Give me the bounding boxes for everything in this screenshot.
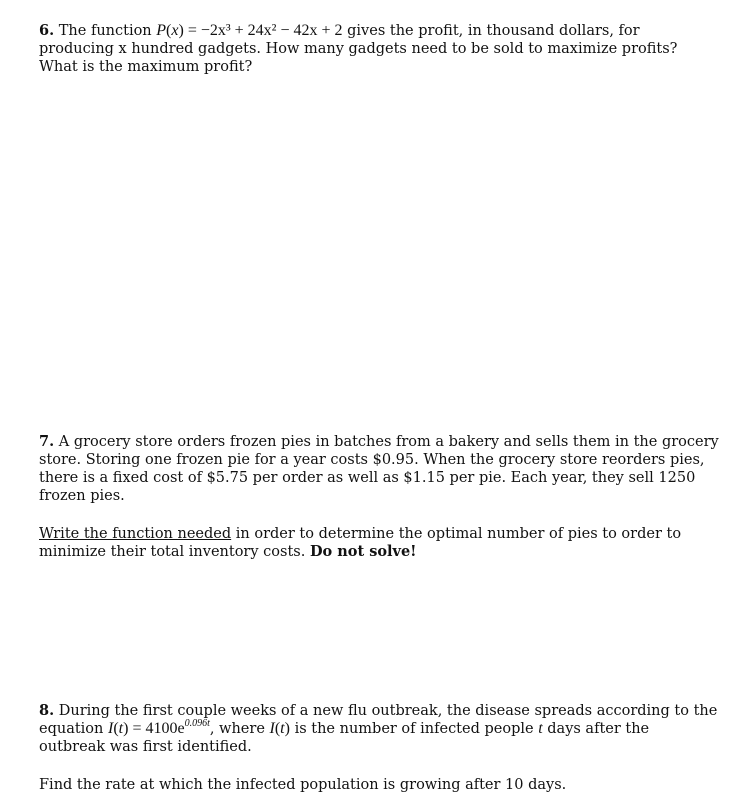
profit-function-equation: P(x) = −2x³ + 24x² − 42x + 2 — [156, 22, 343, 39]
problem-6-lead: The function — [58, 23, 152, 39]
problem-7-text — [39, 433, 719, 505]
problem-8 — [39, 702, 719, 794]
problem-7-instruction-rest: in order to determine the optimal number of pies to order to minimize their total inventory costs. — [39, 526, 682, 560]
problem-7-instruction-underlined: Write the function needed — [39, 526, 232, 542]
problem-8-text: 8. During the first couple weeks of a new flu outbreak, the disease spreads according to the equation $I(t) = 4100e^{0.096t}$, where I(t) is the number of infected people t days after the outbreak was first identified. — [39, 702, 718, 755]
problem-7-instruction-bold: Do not solve! — [309, 543, 417, 560]
problem-6-text — [39, 22, 719, 76]
problem-7-instruction — [39, 525, 719, 561]
problem-8-question: Find the rate at which the infected population is growing after 10 days. — [39, 777, 567, 793]
problem-7-number: 7. — [39, 433, 55, 450]
problem-6-number: 6. — [39, 22, 55, 39]
problem-8-number: 8. — [39, 702, 55, 719]
problem-7 — [39, 433, 719, 561]
problem-6 — [39, 22, 719, 76]
problem-7-body: A grocery store orders frozen pies in batches from a bakery and sells them in the grocery store. Storing one frozen pie for a year costs $0.95. When the grocery store reorders pies, there is a fixed cost of $5.75 per order as well as $1.15 per pie. Each year, they sell 1250 frozen pies. — [39, 434, 719, 504]
infection-equation: $I(t) = 4100e^{0.096t}$ — [108, 717, 210, 737]
problem-6-body: gives the profit, in thousand dollars, for producing x hundred gadgets. How many gadgets need to be sold to maximize profits? What is the maximum profit? — [39, 23, 678, 75]
problem-8-lead: During the first couple weeks of a new flu outbreak, the disease spreads according to the equation — [39, 703, 718, 737]
